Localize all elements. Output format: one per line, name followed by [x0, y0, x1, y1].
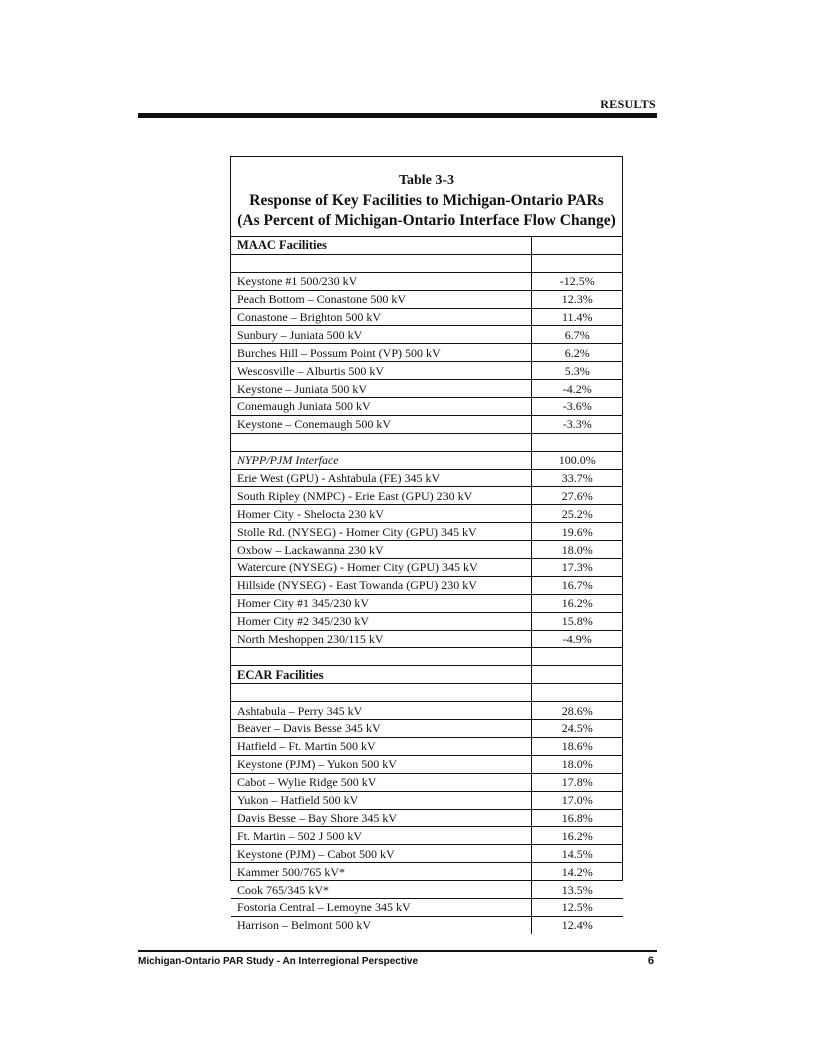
page-number: 6	[647, 955, 654, 967]
facility-name-cell: MAAC Facilities	[231, 237, 531, 255]
response-percent-cell: 17.0%	[531, 791, 623, 809]
response-percent-cell: 11.4%	[531, 308, 623, 326]
facility-name-cell: Yukon – Hatfield 500 kV	[231, 791, 531, 809]
response-percent-cell: 18.0%	[531, 541, 623, 559]
response-percent-cell: 6.7%	[531, 326, 623, 344]
table-row	[231, 290, 623, 308]
table-row	[231, 737, 623, 755]
table-row	[231, 881, 623, 899]
section-header-row	[231, 666, 623, 684]
response-percent-cell	[531, 666, 623, 684]
response-percent-cell: 16.2%	[531, 594, 623, 612]
table-row	[231, 702, 623, 720]
table-row	[231, 791, 623, 809]
response-percent-cell: 16.7%	[531, 576, 623, 594]
facility-name-cell: Hatfield – Ft. Martin 500 kV	[231, 737, 531, 755]
response-percent-cell: 14.5%	[531, 845, 623, 863]
response-percent-cell: 24.5%	[531, 720, 623, 738]
table-row	[231, 541, 623, 559]
table-row	[231, 398, 623, 416]
table-row	[231, 755, 623, 773]
facility-name-cell: Fostoria Central – Lemoyne 345 kV	[231, 898, 531, 916]
table-row	[231, 720, 623, 738]
facility-name-cell: Ft. Martin – 502 J 500 kV	[231, 827, 531, 845]
facility-name-cell: Homer City #1 345/230 kV	[231, 594, 531, 612]
table-row	[231, 809, 623, 827]
facility-name-cell: ECAR Facilities	[231, 666, 531, 684]
response-percent-cell	[531, 254, 623, 272]
response-percent-cell: 17.8%	[531, 773, 623, 791]
response-percent-cell	[531, 237, 623, 255]
facility-name-cell: Peach Bottom – Conastone 500 kV	[231, 290, 531, 308]
spacer-row	[231, 648, 623, 666]
response-percent-cell: 12.5%	[531, 898, 623, 916]
facilities-data-table	[231, 236, 623, 934]
table-row	[231, 505, 623, 523]
facility-name-cell: Beaver – Davis Besse 345 kV	[231, 720, 531, 738]
response-percent-cell: 16.8%	[531, 809, 623, 827]
facility-name-cell: Harrison – Belmont 500 kV	[231, 916, 531, 933]
table-row	[231, 451, 623, 469]
response-percent-cell: -12.5%	[531, 272, 623, 290]
table-row	[231, 559, 623, 577]
facility-name-cell: NYPP/PJM Interface	[231, 451, 531, 469]
spacer-row	[231, 433, 623, 451]
facility-name-cell: Burches Hill – Possum Point (VP) 500 kV	[231, 344, 531, 362]
table-row	[231, 344, 623, 362]
footer-rule	[138, 950, 657, 952]
facility-name-cell	[231, 684, 531, 702]
facility-name-cell: Sunbury – Juniata 500 kV	[231, 326, 531, 344]
table-row	[231, 326, 623, 344]
response-percent-cell: 100.0%	[531, 451, 623, 469]
response-percent-cell: 18.6%	[531, 737, 623, 755]
footer-study-title: Michigan-Ontario PAR Study - An Interregional Perspective	[138, 956, 419, 967]
response-percent-cell: 19.6%	[531, 523, 623, 541]
spacer-row	[231, 684, 623, 702]
section-header-label: RESULTS	[600, 97, 656, 111]
table-row	[231, 308, 623, 326]
facility-name-cell: Watercure (NYSEG) - Homer City (GPU) 345 kV	[231, 559, 531, 577]
facility-name-cell	[231, 254, 531, 272]
facility-name-cell: Homer City - Shelocta 230 kV	[231, 505, 531, 523]
facility-name-cell: Cabot – Wylie Ridge 500 kV	[231, 773, 531, 791]
response-percent-cell: -4.2%	[531, 380, 623, 398]
table-row	[231, 487, 623, 505]
response-percent-cell: 33.7%	[531, 469, 623, 487]
facility-name-cell: Keystone – Conemaugh 500 kV	[231, 415, 531, 433]
facility-name-cell: Keystone (PJM) – Cabot 500 kV	[231, 845, 531, 863]
table-row	[231, 576, 623, 594]
response-percent-cell	[531, 684, 623, 702]
table-row	[231, 827, 623, 845]
table-title-line-2: (As Percent of Michigan-Ontario Interface Flow Change)	[237, 212, 616, 229]
table-row	[231, 362, 623, 380]
facility-name-cell: Erie West (GPU) - Ashtabula (FE) 345 kV	[231, 469, 531, 487]
table-row	[231, 272, 623, 290]
response-percent-cell: 27.6%	[531, 487, 623, 505]
section-header-row	[231, 237, 623, 255]
table-row	[231, 845, 623, 863]
response-percent-cell	[531, 433, 623, 451]
spacer-row	[231, 254, 623, 272]
response-percent-cell: -4.9%	[531, 630, 623, 648]
response-percent-cell	[531, 648, 623, 666]
response-percent-cell: 15.8%	[531, 612, 623, 630]
response-percent-cell: 12.4%	[531, 916, 623, 933]
facility-name-cell	[231, 433, 531, 451]
response-percent-cell: -3.3%	[531, 415, 623, 433]
table-title-line-1: Response of Key Facilities to Michigan-Ontario PARs	[249, 192, 604, 209]
table-number: Table 3-3	[398, 173, 455, 188]
facility-name-cell: Homer City #2 345/230 kV	[231, 612, 531, 630]
table-title-block	[231, 157, 622, 236]
response-percent-cell: 12.3%	[531, 290, 623, 308]
facility-name-cell: Keystone #1 500/230 kV	[231, 272, 531, 290]
table-row	[231, 594, 623, 612]
facility-name-cell: Ashtabula – Perry 345 kV	[231, 702, 531, 720]
table-row	[231, 630, 623, 648]
facility-name-cell: Conastone – Brighton 500 kV	[231, 308, 531, 326]
facility-name-cell: Cook 765/345 kV*	[231, 881, 531, 899]
facility-name-cell: Hillside (NYSEG) - East Towanda (GPU) 230 kV	[231, 576, 531, 594]
facility-name-cell: Wescosville – Alburtis 500 kV	[231, 362, 531, 380]
header-rule	[138, 113, 657, 118]
facility-name-cell: South Ripley (NMPC) - Erie East (GPU) 230 kV	[231, 487, 531, 505]
response-percent-cell: 16.2%	[531, 827, 623, 845]
response-percent-cell: 13.5%	[531, 881, 623, 899]
table-row	[231, 863, 623, 881]
facility-name-cell	[231, 648, 531, 666]
response-percent-cell: 18.0%	[531, 755, 623, 773]
facility-name-cell: Keystone (PJM) – Yukon 500 kV	[231, 755, 531, 773]
table-row	[231, 469, 623, 487]
facility-name-cell: North Meshoppen 230/115 kV	[231, 630, 531, 648]
facility-name-cell: Oxbow – Lackawanna 230 kV	[231, 541, 531, 559]
table-row	[231, 773, 623, 791]
facility-name-cell: Keystone – Juniata 500 kV	[231, 380, 531, 398]
response-percent-cell: -3.6%	[531, 398, 623, 416]
table-row	[231, 612, 623, 630]
response-percent-cell: 28.6%	[531, 702, 623, 720]
table-row	[231, 380, 623, 398]
facilities-table	[230, 156, 623, 933]
table-row	[231, 916, 623, 933]
facility-name-cell: Conemaugh Juniata 500 kV	[231, 398, 531, 416]
response-percent-cell: 25.2%	[531, 505, 623, 523]
table-row	[231, 898, 623, 916]
facility-name-cell: Davis Besse – Bay Shore 345 kV	[231, 809, 531, 827]
response-percent-cell: 17.3%	[531, 559, 623, 577]
response-percent-cell: 14.2%	[531, 863, 623, 881]
table-row	[231, 415, 623, 433]
table-row	[231, 523, 623, 541]
response-percent-cell: 5.3%	[531, 362, 623, 380]
facility-name-cell: Kammer 500/765 kV*	[231, 863, 531, 881]
response-percent-cell: 6.2%	[531, 344, 623, 362]
facility-name-cell: Stolle Rd. (NYSEG) - Homer City (GPU) 345 kV	[231, 523, 531, 541]
